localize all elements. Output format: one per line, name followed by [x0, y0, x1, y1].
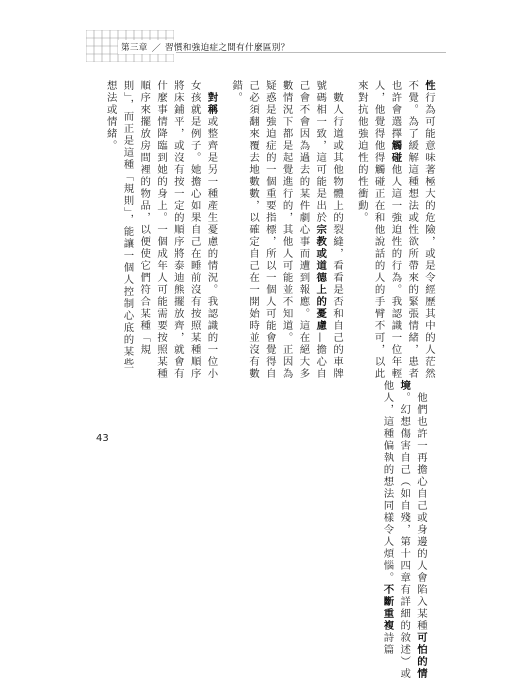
emphasis-segment: 宗教或道德上的憂慮: [314, 224, 327, 332]
chapter-separator: ／: [151, 43, 161, 54]
paragraph-2: [227, 80, 345, 380]
text-segment: 詩篇: [381, 632, 394, 656]
text-segment: 他人這一強迫性的行為。我認識一位年輕人，他覺得他得觸碰正在和他說話的人的手臂不可，以此來對抗他強迫性的性衝動。: [355, 80, 402, 380]
chapter-title: 習慣和強迫症之間有什麼區別？: [165, 43, 290, 53]
text-segment: 或整齊是另一種產生憂慮的情況。我認識的一位小女孩就是例子。她擔心如果自己在睡前沒有按照某種順序將床鋪平，或沒有按一定的順序將泰迪熊擺放齊，就會有什麼事情降臨到她的身上。一個成年人可能需要按照某種順序來擺放房間裡的物品，以便使它們符合某種「規則」，而正是這種「規則」，能讓一個人控制心底的某些想法或情緒。: [104, 80, 218, 380]
emphasis-segment: 觸碰: [389, 140, 402, 164]
text-segment: 行為可能意味著極大的危險，或是令經歷其中的人茫然不覺。為了緩解這種想法或性欲所帶來的緊張情緒，患者也許會選擇: [389, 80, 435, 380]
text-segment: 數人行道或其他物體上的裂縫，看看是否和自己的車牌號碼相一致，這可能是出於: [314, 80, 344, 380]
text-segment: 。幻想傷害自己（如自殘，第十四章有詳細的敘述）或他人，這種偏執的想法同樣令人煩惱。: [381, 380, 411, 680]
text-segment: [205, 80, 217, 92]
paragraph-lead: 性: [423, 80, 435, 92]
page-number: 43: [96, 433, 109, 444]
emphasis-segment: 可怕的情境: [398, 380, 427, 680]
text-segment: —擔心自己會不會因為過去的某件劇心事而遭到報應。這在絕大多數情況下都是起覺進行的，其他人可能並不知道。正因為疑惑是強迫症的一個重要指標，所以一個人可能會覺得自己必須翻來覆去地數數，以確定自己在一開始時並沒有數錯。: [230, 80, 327, 380]
paragraph-1: [353, 80, 437, 380]
emphasis-segment: 不斷重複: [381, 584, 394, 632]
paragraph-3: [102, 80, 220, 380]
chapter-label: 第三章: [121, 43, 148, 53]
emphasis-segment: 對稱: [205, 92, 218, 116]
header-rule: [176, 52, 446, 53]
text-segment: 他們也許一再擔心自己或身邊的人會陷入某種: [415, 380, 427, 632]
paragraph-4: [379, 380, 429, 680]
